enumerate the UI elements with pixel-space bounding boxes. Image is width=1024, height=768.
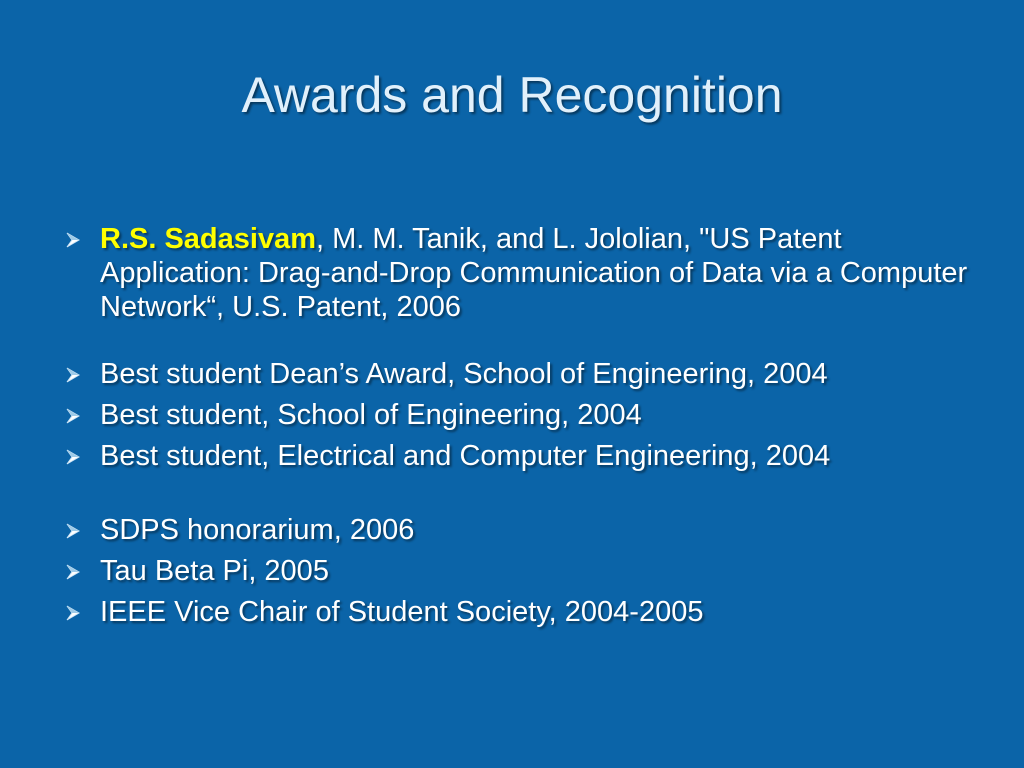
bullet-text: Best student, Electrical and Computer Engineering, 2004 bbox=[100, 440, 831, 472]
chevron-arrow-icon bbox=[64, 231, 82, 249]
bullet-list bbox=[64, 222, 984, 636]
list-item bbox=[64, 439, 984, 473]
slide-title: Awards and Recognition bbox=[241, 67, 783, 123]
list-item bbox=[64, 513, 984, 547]
chevron-arrow-icon bbox=[64, 563, 82, 581]
bullet-text: Tau Beta Pi, 2005 bbox=[100, 555, 329, 587]
chevron-arrow-icon bbox=[64, 448, 82, 466]
bullet-text: IEEE Vice Chair of Student Society, 2004-2005 bbox=[100, 596, 704, 628]
list-item bbox=[64, 222, 984, 324]
chevron-arrow-icon bbox=[64, 407, 82, 425]
bullet-text: , M. M. Tanik, and L. Jololian, "US Patent Application: Drag-and-Drop Communication of Data via a Computer Network“, U.S. Patent, 2006 bbox=[100, 223, 968, 323]
list-item bbox=[64, 595, 984, 629]
bullet-text: Best student Dean’s Award, School of Engineering, 2004 bbox=[100, 358, 828, 390]
chevron-arrow-icon bbox=[64, 366, 82, 384]
bullet-text: Best student, School of Engineering, 2004 bbox=[100, 399, 642, 431]
bullet-text: SDPS honorarium, 2006 bbox=[100, 514, 415, 546]
chevron-arrow-icon bbox=[64, 604, 82, 622]
list-item bbox=[64, 398, 984, 432]
list-item bbox=[64, 554, 984, 588]
list-item bbox=[64, 357, 984, 391]
author-highlight: R.S. Sadasivam bbox=[100, 223, 316, 255]
chevron-arrow-icon bbox=[64, 522, 82, 540]
